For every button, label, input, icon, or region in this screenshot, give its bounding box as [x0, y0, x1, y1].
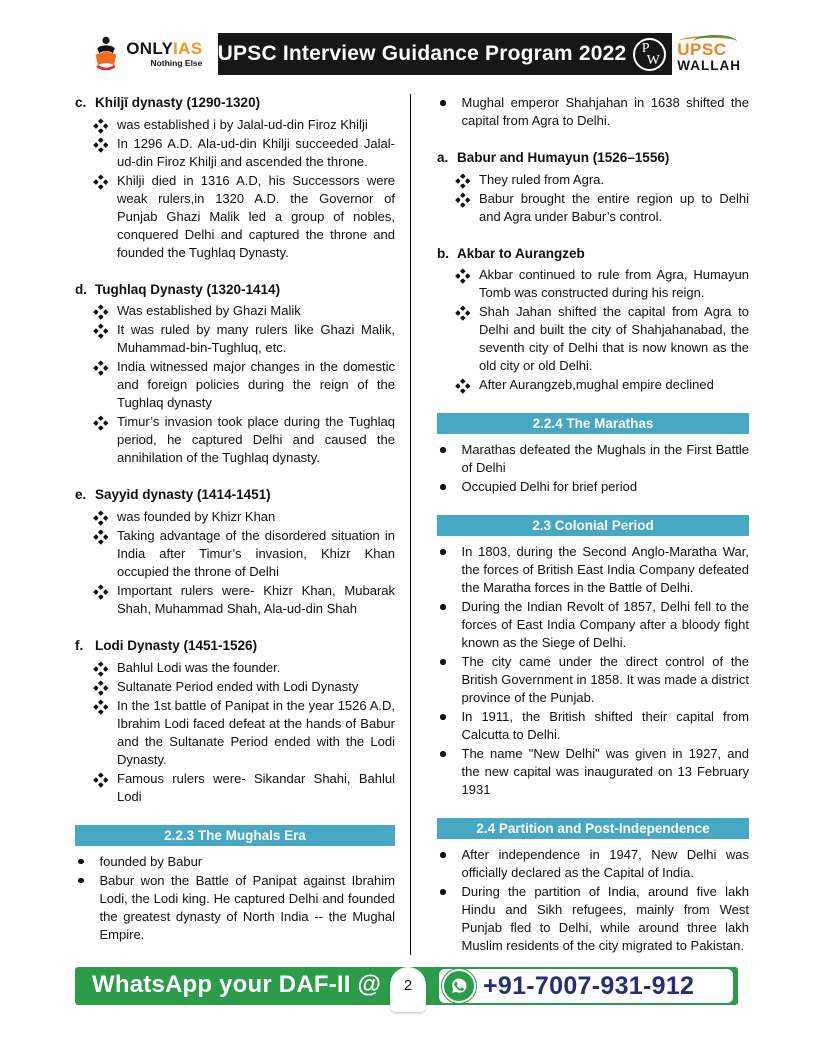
onlyias-logo-icon	[90, 35, 122, 73]
list-item: founded by Babur	[75, 853, 395, 871]
list-item: Sultanate Period ended with Lodi Dynasty	[75, 678, 395, 696]
list-item: Important rulers were- Khizr Khan, Mubarak Shah, Muhammad Shah, Ala-ud-din Shah	[75, 582, 395, 618]
diamond-bullet-icon	[95, 306, 107, 318]
section-khilji-dynasty	[75, 94, 395, 262]
section-heading: c. Khiljī dynasty (1290-1320)	[75, 95, 261, 110]
section-heading: f. Lodi Dynasty (1451-1526)	[75, 638, 258, 654]
diamond-bullet-icon	[95, 531, 107, 543]
list-item: After independence in 1947, New Delhi was officially declared as the Capital of India.	[437, 846, 749, 882]
section-colonial-period	[437, 515, 749, 799]
onlyias-brand: ONLYIAS	[126, 39, 203, 59]
list-item: In 1803, during the Second Anglo-Maratha War, the forces of British East India Company defeated the Maratha forces in the Battle of Delhi.	[437, 543, 749, 597]
list-item: Was established by Ghazi Malik	[75, 302, 395, 320]
diamond-bullet-icon	[95, 120, 107, 132]
list-item: Babur brought the entire region up to Delhi and Agra under Babur’s control.	[437, 190, 749, 226]
list-item: Marathas defeated the Mughals in the First Battle of Delhi	[437, 441, 749, 477]
diamond-bullet-icon	[95, 774, 107, 786]
section-partition-post-independence	[437, 818, 749, 955]
list-item: The name "New Delhi" was given in 1927, and the new capital was inaugurated on 13 February 1931	[437, 745, 749, 799]
list-item: Khilji died in 1316 A.D, his Successors were weak rulers,in 1320 A.D. the Governor of Punjab Ghazi Malik led a group of nobles, conquered Delhi and captured the throne and founded the Tughlaq Dynasty.	[75, 172, 395, 262]
onlyias-tagline: Nothing Else	[150, 58, 203, 69]
onlyias-logo	[75, 35, 218, 73]
list-item: During the partition of India, around five lakh Hindu and Sikh refugees, mainly from West Punjab fled to Delhi, while around three lakh Muslim residents of the city migrated to Pakistan.	[437, 883, 749, 955]
column-divider	[410, 94, 411, 955]
diamond-bullet-icon	[95, 139, 107, 151]
page-number: 2	[403, 977, 413, 994]
section-tughlaq-dynasty	[75, 281, 395, 468]
section-shahjahan-intro	[437, 94, 749, 130]
section-sayyid-dynasty	[75, 486, 395, 618]
dot-bullet-icon	[440, 549, 446, 555]
list-item: In the 1st battle of Panipat in the year 1526 A.D, Ibrahim Lodi faced defeat at the hands of Babur and the Sultanate Period ended with the Lodi Dynasty.	[75, 697, 395, 769]
diamond-bullet-icon	[95, 663, 107, 675]
whatsapp-daf-label: WhatsApp your DAF-II @	[92, 971, 382, 998]
dot-bullet-icon	[440, 100, 446, 106]
diamond-bullet-icon	[457, 194, 469, 206]
diamond-bullet-icon	[95, 325, 107, 337]
list-item: was established i by Jalal-ud-din Firoz Khilji	[75, 116, 395, 134]
diamond-bullet-icon	[457, 380, 469, 392]
dot-bullet-icon	[440, 714, 446, 720]
diamond-bullet-icon	[457, 270, 469, 282]
dot-bullet-icon	[440, 751, 446, 757]
dot-bullet-icon	[440, 852, 446, 858]
dot-bullet-icon	[78, 859, 84, 865]
list-item: In 1911, the British shifted their capital from Calcutta to Delhi.	[437, 708, 749, 744]
diamond-bullet-icon	[95, 586, 107, 598]
whatsapp-icon	[442, 969, 476, 1003]
diamond-bullet-icon	[95, 701, 107, 713]
list-item: India witnessed major changes in the domestic and foreign policies during the reign of the Tughlaq dynasty	[75, 358, 395, 412]
dot-bullet-icon	[440, 447, 446, 453]
upsc-wallah-logo: UPSC WALLAH	[677, 36, 741, 73]
section-banner: 2.3 Colonial Period	[437, 515, 749, 536]
diamond-bullet-icon	[457, 307, 469, 319]
list-item: was founded by Khizr Khan	[75, 508, 395, 526]
page-header	[75, 32, 741, 76]
dot-bullet-icon	[440, 604, 446, 610]
left-column	[75, 94, 395, 974]
phone-box	[439, 969, 733, 1003]
swoosh-icon	[679, 36, 737, 41]
section-banner: 2.2.4 The Marathas	[437, 413, 749, 434]
whatsapp-phone-number: +91-7007-931-912	[483, 971, 695, 1000]
list-item: The city came under the direct control of the British Government in 1858. It was made a district province of the Punjab.	[437, 653, 749, 707]
content-columns	[75, 94, 749, 974]
list-item: After Aurangzeb,mughal empire declined	[437, 376, 749, 394]
page-footer	[75, 967, 738, 1005]
dot-bullet-icon	[78, 878, 84, 884]
section-babur-humayun	[437, 149, 749, 226]
diamond-bullet-icon	[95, 362, 107, 374]
section-banner: 2.2.3 The Mughals Era	[75, 825, 395, 846]
list-item: In 1296 A.D. Ala-ud-din Khilji succeeded Jalal-ud-din Firoz Khilji and ascended the throne.	[75, 135, 395, 171]
list-item: Taking advantage of the disordered situation in India after Timur’s invasion, Khizr Khan occupied the throne of Delhi	[75, 527, 395, 581]
section-lodi-dynasty	[75, 637, 395, 806]
section-banner: 2.4 Partition and Post-Independence	[437, 818, 749, 839]
list-item: Mughal emperor Shahjahan in 1638 shifted the capital from Agra to Delhi.	[437, 94, 749, 130]
dot-bullet-icon	[440, 659, 446, 665]
list-item: Shah Jahan shifted the capital from Agra to Delhi and built the city of Shahjahanabad, the seventh city of Delhi that is now known as the old city or old Delhi.	[437, 303, 749, 375]
diamond-bullet-icon	[95, 176, 107, 188]
list-item: Akbar continued to rule from Agra, Humayun Tomb was constructed during his reign.	[437, 266, 749, 302]
page-number-tab	[390, 967, 426, 1012]
diamond-bullet-icon	[95, 682, 107, 694]
list-item: Babur won the Battle of Panipat against Ibrahim Lodi, the Lodi king. He captured Delhi and founded the greatest dynasty of North India -- the Mughal Empire.	[75, 872, 395, 944]
list-item: During the Indian Revolt of 1857, Delhi fell to the forces of East India Company after a bloody fight known as the Siege of Delhi.	[437, 598, 749, 652]
list-item: Occupied Delhi for brief period	[437, 478, 749, 496]
diamond-bullet-icon	[95, 417, 107, 429]
list-item: It was ruled by many rulers like Ghazi Malik, Muhammad-bin-Tughluq, etc.	[75, 321, 395, 357]
section-heading: a. Babur and Humayun (1526–1556)	[437, 150, 670, 165]
section-heading: b. Akbar to Aurangzeb	[437, 245, 585, 261]
list-item: Bahlul Lodi was the founder.	[75, 659, 395, 677]
pw-logo	[626, 33, 672, 75]
program-title: UPSC Interview Guidance Program 2022	[217, 42, 627, 65]
section-akbar-aurangzeb	[437, 245, 749, 395]
diamond-bullet-icon	[95, 512, 107, 524]
pw-monogram-icon: P W	[633, 38, 666, 71]
section-heading: d. Tughlaq Dynasty (1320-1414)	[75, 281, 281, 297]
list-item: Timur’s invasion took place during the Tughlaq period, he captured Delhi and caused the annihilation of the Tughlaq dynasty.	[75, 413, 395, 467]
right-column	[437, 94, 749, 974]
dot-bullet-icon	[440, 889, 446, 895]
list-item: They ruled from Agra.	[437, 171, 749, 189]
section-heading: e. Sayyid dynasty (1414-1451)	[75, 487, 271, 503]
section-marathas	[437, 413, 749, 496]
list-item: Famous rulers were- Sikandar Shahi, Bahlul Lodi	[75, 770, 395, 806]
header-title-bar	[218, 33, 627, 75]
section-mughals-era	[75, 825, 395, 944]
dot-bullet-icon	[440, 484, 446, 490]
diamond-bullet-icon	[457, 175, 469, 187]
